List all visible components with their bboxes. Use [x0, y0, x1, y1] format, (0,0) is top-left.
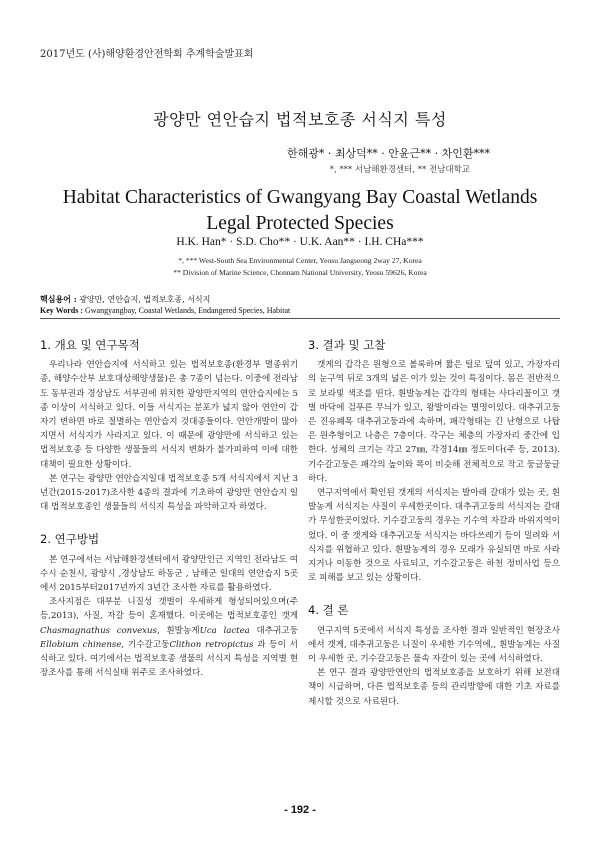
conclusion-paragraph-1: 연구지역 5곳에서 서식지 특성을 조사한 결과 일반적인 현장조사에서 갯게, 대추귀고둥은 니질이 우세한 기수역에,, 흰발농게는 사질이 우세한 곳, 기수갈고둥은 물속 자갈이 있는 곳에 서식하였다. — [308, 625, 560, 665]
english-affiliation-1: *, *** West-South Sea Environmental Center, Yeosu Jangseong 2way 27, Korea — [178, 256, 422, 265]
method-paragraph-1: 본 연구에서는 서남해환경센터에서 광양만인근 지역인 전라남도 여수시 순천시, 광양시 ,경상남도 하동군 , 남해군 일대의 연안습지 5곳에서 2015부터2017년까지 3년간 조사한 자료를 활용하였다. — [40, 554, 298, 594]
keywords-en-label: Key Words : — [40, 306, 83, 315]
intro-paragraph-1: 우리나라 연안습지에 서식하고 있는 법적보호종(환경부 멸종위기종, 해양수산부 보호대상해양생물)은 총 7종이 넘는다. 이중에 전라남도 동부권과 경상남도 서부권에 위치한 광양만지역의 연안습지에는 5종 이상이 서식하고 있다. 이들 서식지는 분포가 넓지 않아 연안이 갑자기 변하면 바로 절멸하는 연안습지 것대종들이다. 연안개발이 많아지면서 서식지가 사라지고 있다. 이 때문에 광양만에 서식하고 있는 법적보호종 등 다양한 생물들의 서식지 변화가 불가피하여 이에 대한 대책이 필요한 상황이다. — [40, 360, 298, 470]
korean-keywords — [40, 294, 210, 305]
intro-paragraph-2: 본 연구는 광양만 연안습지일대 법적보호종 5개 서식지에서 지난 3년간(2015-2017)조사한 4종의 결과에 기초하여 광양만 연안습지 일대 법적보호종인 생물들의 서식지 특성을 파악하고자 하였다. — [40, 473, 298, 513]
conclusion-heading: 4. 결 론 — [308, 603, 349, 618]
species-name: Chasmagnathus convexus — [40, 625, 157, 636]
keywords-en-text: Gwangyangbay, Coastal Wetlands, Endangered Species, Habitat — [84, 306, 291, 315]
keywords-ko-label: 핵심용어 : — [40, 294, 77, 304]
page-number: - 192 - — [284, 804, 316, 816]
english-affiliation-2: ** Division of Marine Science, Chonnam National University, Yeosu 59626, Korea — [173, 268, 427, 277]
method-heading: 2. 연구방법 — [40, 532, 100, 547]
conclusion-paragraph-2: 본 연구 결과 광양만연안의 법적보호종을 보호하기 위해 보전대책이 시급하며, 다른 법적보호종 등의 관리방향에 대한 기초 자료를 제시할 것으로 사료된다. — [308, 668, 560, 707]
species-name: Uca lactea — [199, 625, 250, 636]
conference-header: 2017년도 (사)해양환경안전학회 추계학술발표회 — [40, 49, 254, 60]
method-paragraph-2: 조사지점은 대부분 니질성 갯벌이 우세하게 형성되어있으며(주 등,2013), 사질, 자갈 등이 혼재했다. 이곳에는 법적보호종인 갯게Chasmagnathus convexus, 흰발농게Uca lactea 대추귀고둥Ellobium chinense, 기수갈고둥Clithon retropictus 과 등이 서식하고 있다. 여기에서는 법적보호종 생물의 서식지 특성을 지역별 현장조사를 통해 서식실태 위주로 조사하였다. — [40, 597, 298, 679]
english-keywords — [40, 306, 290, 315]
header-divider — [40, 318, 560, 319]
species-name: Clithon retropictus — [169, 639, 254, 650]
keywords-ko-text: 광양만, 연안습지, 법적보호종, 서식지 — [79, 295, 211, 304]
english-title: Habitat Characteristics of Gwangyang Bay Coastal Wetlands Legal Protected Species — [62, 187, 538, 234]
results-paragraph-2: 연구지역에서 확인된 갯게의 서식지는 발아래 갈대가 있는 곳, 흰발농게 서식지는 사질이 우세한곳이다. 대추귀고둥의 서식지는 갈대가 무성한곳이었다. 기수갈고둥의 경우는 기수역 자갈과 바위지역이었다. 이 중 갯게와 대추귀고둥 서식지는 바다쓰레기 등이 밀려와 서식지를 위협하고 있다. 흰발농게의 경우 모래가 유실되면 바로 사라지거나 이동한 것으로 사료되고, 기수갈고둥은 하천 정비사업 등으로 피해를 보고 있는 상황이다. — [308, 488, 560, 584]
korean-affiliation: *, *** 서남해환경센터, ** 전남대학교 — [329, 165, 470, 175]
results-paragraph-1: 갯게의 갑각은 원형으로 볼록하며 짧은 털로 덮여 있고, 가장자리의 눈구역 뒤로 3개의 넓은 이가 있는 것이 특징이다. 몸은 전반적으로 보라빛 색조를 띤다. 흰발농게는 갑각의 형태는 사다리꼴이고 갯벌 바닥에 검푸른 무늬가 있고, 왕발이라는 별명이있다. 대추귀고둥은 진유폐목 대추귀고둥과에 속하며, 패각형태는 긴 난형으로 나탑은 원추형이고 나층은 7층이다. 각구는 체층의 가장자리 중간에 입한다. 성체의 크기는 각고 27㎜, 각경14㎜ 정도이다(주 등, 2013). 기수갈고둥은 패각의 높이와 폭이 비슷해 전체적으로 작고 둥글둥글하다. — [308, 360, 560, 484]
korean-authors: 한해광* · 최상덕** · 안윤근** · 차인환*** — [287, 147, 490, 160]
korean-title: 광양만 연안습지 법적보호종 서식지 특성 — [153, 110, 447, 129]
left-column — [40, 338, 298, 680]
results-heading: 3. 결과 및 고찰 — [308, 338, 386, 352]
species-name: Ellobium chinense — [40, 639, 122, 650]
right-column — [308, 338, 560, 709]
english-authors: H.K. Han* · S.D. Cho** · U.K. Aan** · I.H. CHa*** — [176, 236, 424, 248]
intro-heading: 1. 개요 및 연구목적 — [40, 338, 140, 352]
